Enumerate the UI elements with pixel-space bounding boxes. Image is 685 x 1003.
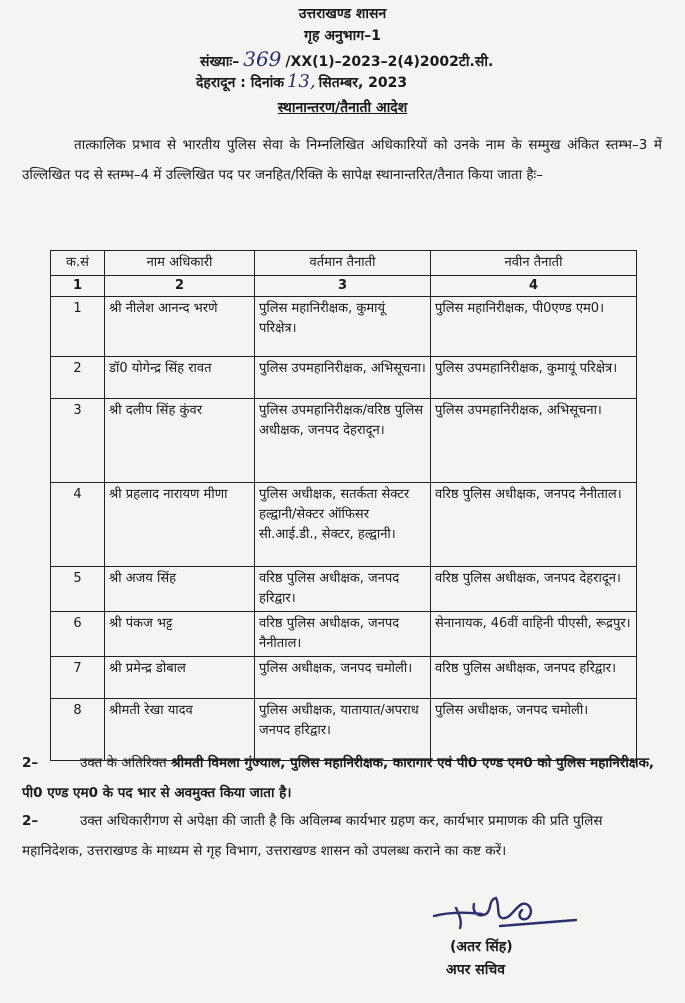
current-posting: पुलिस महानिरीक्षक, कुमायूं परिक्षेत्र। [255,297,431,357]
paragraph-marker: 2– [22,813,39,829]
paragraph-lead: उक्त के अतिरिक्त [80,755,172,771]
new-posting: सेनानायक, 46वीं वाहिनी पीएसी, रूद्रपुर। [431,612,637,657]
new-posting: पुलिस अधीक्षक, जनपद चमोली। [431,699,637,761]
order-date-suffix: सितम्बर, 2023 [318,75,408,91]
header-current-posting: वर्तमान तैनाती [255,251,431,276]
current-posting: पुलिस अधीक्षक, जनपद चमोली। [255,657,431,699]
table-row [51,567,637,612]
table-row [51,612,637,657]
order-number [200,47,493,71]
new-posting: पुलिस उपमहानिरीक्षक, अभिसूचना। [431,399,637,483]
order-date-prefix: देहरादून : दिनांक [196,75,284,91]
column-number: 1 [51,276,105,297]
instruction-text: उक्त अधिकारीगण से अपेक्षा की जाती है कि अविलम्ब कार्यभार ग्रहण कर, कार्यभार प्रमाणक की प्रति पुलिस महानिदेशक, उत्तराखण्ड के माध्यम से गृह विभाग, उत्तराखण्ड शासन को उपलब्ध कराने का कष्ट करें। [22,813,603,859]
order-subject: स्थानान्तरण/तैनाती आदेश [277,100,408,116]
column-number: 2 [105,276,255,297]
row-sno: 5 [51,567,105,612]
officer-name: श्री अजय सिंह [105,567,255,612]
relieved-officer-text: श्रीमती विमला गुंज्याल, पुलिस महानिरीक्षक, कारागार एवं पी0 एण्ड एम0 को पुलिस महानिरीक्षक, पी0 एण्ड एम0 के पद भार से अवमुक्त किया जाता है। [22,755,655,801]
column-number: 3 [255,276,431,297]
new-posting: वरिष्ठ पुलिस अधीक्षक, जनपद हरिद्वार। [431,657,637,699]
row-sno: 7 [51,657,105,699]
current-posting: वरिष्ठ पुलिस अधीक्षक, जनपद हरिद्वार। [255,567,431,612]
table-row [51,483,637,567]
order-number-handwritten: 369 [243,47,282,71]
officer-name: श्री प्रमेन्द्र डोबाल [105,657,255,699]
handwritten-signature [430,882,580,932]
row-sno: 4 [51,483,105,567]
header-name: नाम अधिकारी [105,251,255,276]
department-section: गृह अनुभाग–1 [304,28,381,44]
row-sno: 2 [51,357,105,399]
table-row [51,657,637,699]
new-posting: वरिष्ठ पुलिस अधीक्षक, जनपद देहरादून। [431,567,637,612]
row-sno: 1 [51,297,105,357]
new-posting: पुलिस उपमहानिरीक्षक, कुमायूं परिक्षेत्र। [431,357,637,399]
row-sno: 3 [51,399,105,483]
additional-order-paragraph [22,748,662,808]
officer-name: श्री नीलेश आनन्द भरणे [105,297,255,357]
current-posting: पुलिस अधीक्षक, सतर्कता सेक्टर हल्द्वानी/सेक्टर ऑफिसर सी.आई.डी., सेक्टर, हल्द्वानी। [255,483,431,567]
row-sno: 6 [51,612,105,657]
order-number-prefix: संख्याः– [200,54,240,70]
table-header-row [51,251,637,276]
government-name: उत्तराखण्ड शासन [298,6,387,22]
header-sno: क.सं [51,251,105,276]
officer-name: श्री दलीप सिंह कुंवर [105,399,255,483]
intro-paragraph: तात्कालिक प्रभाव से भारतीय पुलिस सेवा के निम्नलिखित अधिकारियों को उनके नाम के सम्मुख अंकित स्तम्भ–3 में उल्लिखित पद से स्तम्भ–4 में उल्लिखित पद पर जनहित/रिक्ति के सापेक्ष स्थानान्तरित/तैनात किया जाता हैः– [22,137,662,183]
table-row [51,399,637,483]
row-sno: 8 [51,699,105,761]
officer-name: श्रीमती रेखा यादव [105,699,255,761]
officer-name: श्री पंकज भट्ट [105,612,255,657]
column-number: 4 [431,276,637,297]
table-row [51,297,637,357]
current-posting: पुलिस उपमहानिरीक्षक, अभिसूचना। [255,357,431,399]
order-date [196,71,407,92]
order-date-handwritten: 13, [286,71,316,92]
officer-name: श्री प्रहलाद नारायण मीणा [105,483,255,567]
table-row [51,357,637,399]
current-posting: पुलिस अधीक्षक, यातायात/अपराध जनपद हरिद्वार। [255,699,431,761]
new-posting: पुलिस महानिरीक्षक, पी0एण्ड एम0। [431,297,637,357]
current-posting: पुलिस उपमहानिरीक्षक/वरिष्ठ पुलिस अधीक्षक, जनपद देहरादून। [255,399,431,483]
signatory-name: (अतर सिंह) [450,939,513,955]
transfer-table [50,250,637,761]
order-number-suffix: /XX(1)–2023–2(4)2002टी.सी. [285,54,494,70]
current-posting: वरिष्ठ पुलिस अधीक्षक, जनपद नैनीताल। [255,612,431,657]
header-new-posting: नवीन तैनाती [431,251,637,276]
paragraph-marker: 2– [22,755,39,771]
officer-name: डॉ0 योगेन्द्र सिंह रावत [105,357,255,399]
column-number-row [51,276,637,297]
new-posting: वरिष्ठ पुलिस अधीक्षक, जनपद नैनीताल। [431,483,637,567]
signatory-designation: अपर सचिव [446,962,506,978]
joining-instruction-paragraph [22,806,662,866]
